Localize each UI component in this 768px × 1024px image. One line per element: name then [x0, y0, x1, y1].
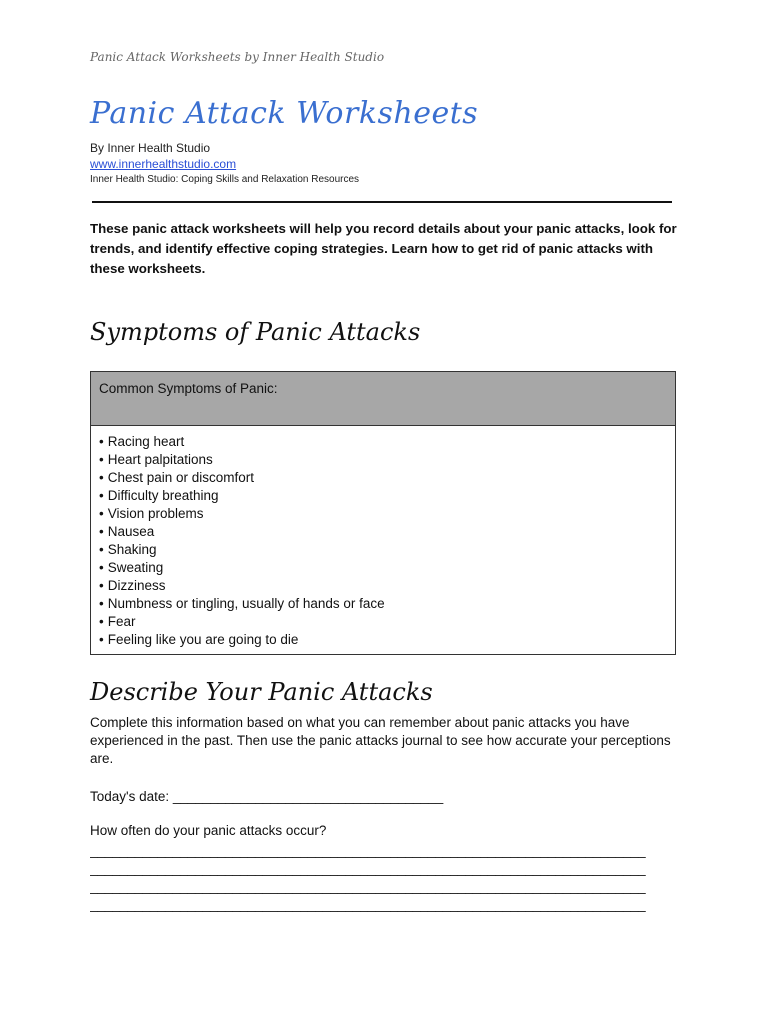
- describe-paragraph: Complete this information based on what you can remember about panic attacks you have experienced in the past. Then use the panic attacks journal to see how accurate your perceptions are.: [90, 715, 671, 766]
- bullet-icon: •: [99, 560, 104, 575]
- running-header: Panic Attack Worksheets by Inner Health Studio: [90, 50, 385, 64]
- symptom-text: Chest pain or discomfort: [107, 470, 255, 485]
- bullet-icon: •: [99, 524, 104, 539]
- website-link[interactable]: www.innerhealthstudio.com: [90, 157, 237, 171]
- list-item: [99, 577, 675, 595]
- symptom-text: Dizziness: [107, 578, 166, 593]
- bullet-icon: •: [99, 596, 104, 611]
- symptom-text: Vision problems: [107, 506, 204, 521]
- symptom-text: Fear: [107, 614, 136, 629]
- title-divider: [92, 201, 672, 203]
- symptom-text: Feeling like you are going to die: [107, 632, 299, 647]
- bullet-icon: •: [99, 452, 104, 467]
- list-item: [99, 523, 675, 541]
- symptom-text: Difficulty breathing: [107, 488, 219, 503]
- list-item: [99, 451, 675, 469]
- answer-line[interactable]: __________________________________________________________________________: [90, 861, 646, 876]
- symptom-text: Numbness or tingling, usually of hands or face: [107, 596, 385, 611]
- symptoms-heading: Symptoms of Panic Attacks: [90, 318, 421, 346]
- list-item: [99, 559, 675, 577]
- list-item: [99, 541, 675, 559]
- tagline: Inner Health Studio: Coping Skills and Relaxation Resources: [90, 174, 360, 185]
- bullet-icon: •: [99, 614, 104, 629]
- symptom-text: Racing heart: [107, 434, 185, 449]
- symptom-text: Nausea: [107, 524, 155, 539]
- bullet-icon: •: [99, 434, 104, 449]
- symptom-text: Heart palpitations: [107, 452, 213, 467]
- symptom-text: Sweating: [107, 560, 164, 575]
- bullet-icon: •: [99, 632, 104, 647]
- bullet-icon: •: [99, 506, 104, 521]
- date-row: [90, 789, 443, 804]
- intro-paragraph: These panic attack worksheets will help you record details about your panic attacks, look for trends, and identify effective coping strategies. Learn how to get rid of panic attacks with these worksheets.: [90, 221, 677, 276]
- answer-line[interactable]: __________________________________________________________________________: [90, 897, 646, 912]
- bullet-icon: •: [99, 578, 104, 593]
- answer-line[interactable]: __________________________________________________________________________: [90, 879, 646, 894]
- symptoms-table: [90, 371, 676, 655]
- list-item: [99, 487, 675, 505]
- date-field[interactable]: ____________________________________: [172, 789, 444, 804]
- list-item: [99, 433, 675, 451]
- symptoms-list: [91, 426, 675, 649]
- bullet-icon: •: [99, 488, 104, 503]
- byline: By Inner Health Studio: [90, 141, 211, 155]
- list-item: [99, 505, 675, 523]
- list-item: [99, 469, 675, 487]
- symptom-text: Shaking: [107, 542, 157, 557]
- date-label: Today's date:: [90, 789, 170, 804]
- answer-lines: [90, 842, 680, 914]
- list-item: [99, 595, 675, 613]
- describe-heading: Describe Your Panic Attacks: [90, 678, 433, 706]
- bullet-icon: •: [99, 542, 104, 557]
- list-item: [99, 613, 675, 631]
- list-item: [99, 631, 675, 649]
- document-title: Panic Attack Worksheets: [90, 96, 479, 131]
- answer-line[interactable]: __________________________________________________________________________: [90, 843, 646, 858]
- frequency-question: How often do your panic attacks occur?: [90, 823, 327, 838]
- bullet-icon: •: [99, 470, 104, 485]
- symptoms-table-header: Common Symptoms of Panic:: [91, 372, 675, 426]
